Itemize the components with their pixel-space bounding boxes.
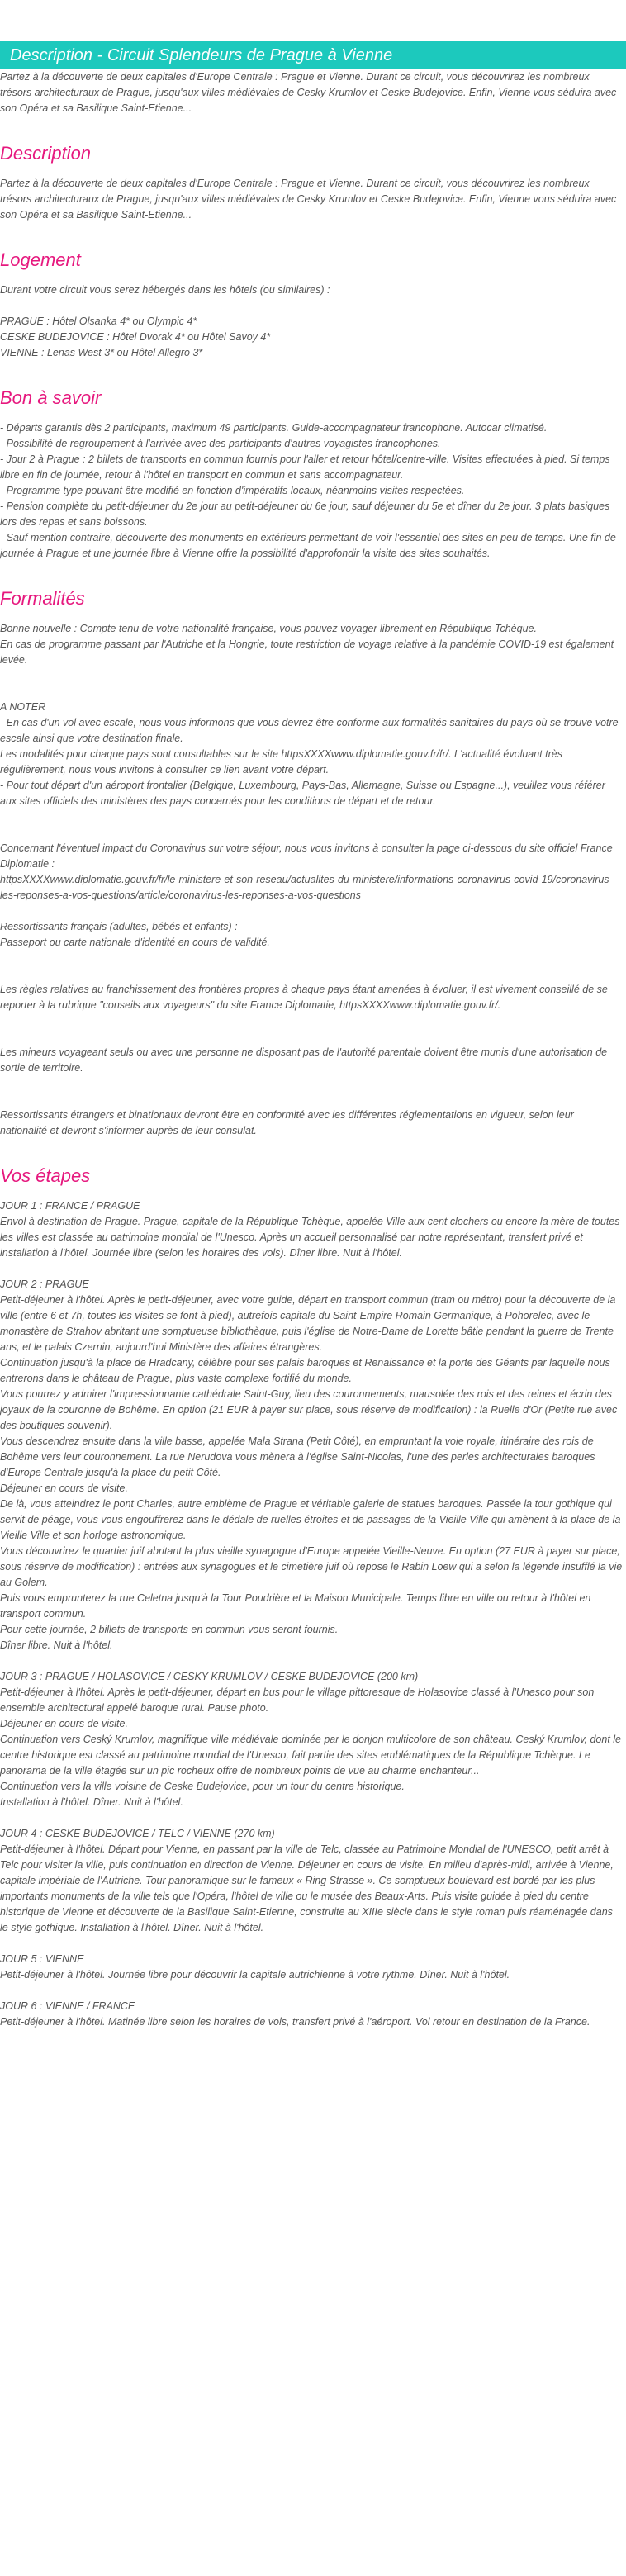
section-etapes (0, 1165, 623, 2030)
section-text-bon-a-savoir: - Départs garantis dès 2 participants, maximum 49 participants. Guide-accompagnateur francophone. Autocar climatisé. - Possibilité de regroupement à l'arrivée avec des participants d'autres voyagistes francophones. - Jour 2 à Prague : 2 billets de transports en commun fournis pour l'aller et retour hôtel/centre-ville. Visites effectuées à pied. Si temps libre en fin de journée, retour à l'hôtel en transport en commun et sans accompagnateur. - Programme type pouvant être modifié en fonction d'impératifs locaux, néanmoins visites respectées. - Pension complète du petit-déjeuner du 2e jour au petit-déjeuner du 6e jour, sauf déjeuner du 5e et dîner du 2e jour. 3 plats basiques lors des repas et sans boissons. - Sauf mention contraire, découverte des monuments en extérieurs permettant de voir l'essentiel des sites en peu de temps. Une fin de journée à Prague et une journée libre à Vienne offre la possibilité d'approfondir la visite des sites souhaités. (0, 422, 616, 559)
section-description (0, 143, 623, 223)
section-text-description: Partez à la découverte de deux capitales d'Europe Centrale : Prague et Vienne. Durant ce circuit, vous découvrirez les nombreux trésors architecturaux de Prague, jusqu'aux villes médiévales de Cesky Krumlov et Ceske Budejovice. Enfin, Vienne vous séduira avec son Opéra et sa Basilique Saint-Etienne... (0, 178, 619, 221)
section-heading-description: Description (0, 143, 92, 164)
section-logement (0, 249, 623, 361)
section-heading-formalites: Formalités (0, 588, 85, 609)
page (0, 41, 626, 2063)
intro-text: Partez à la découverte de deux capitales d'Europe Centrale : Prague et Vienne. Durant ce circuit, vous découvrirez les nombreux trésors architecturaux de Prague, jusqu'aux villes médiévales de Cesky Krumlov et Ceske Budejovice. Enfin, Vienne vous séduira avec son Opéra et sa Basilique Saint-Etienne... (0, 71, 619, 114)
section-text-formalites: Bonne nouvelle : Compte tenu de votre nationalité française, vous pouvez voyager librement en République Tchèque. En cas de programme passant par l'Autriche et la Hongrie, toute restriction de voyage relative à la pandémie COVID-19 est également levée. A NOTER - En cas d'un vol avec escale, nous vous informons que vous devrez être conforme aux formalités sanitaires du pays où se trouve votre escale ainsi que votre destination finale. Les modalités pour chaque pays sont consultables sur le site httpsXXXXwww.diplomatie.gouv.fr/fr/. L'actualité évoluant très régulièrement, nous vous invitons à consulter ce lien avant votre départ. - Pour tout départ d'un aéroport frontalier (Belgique, Luxembourg, Pays-Bas, Allemagne, Suisse ou Espagne...), veuillez vous référer aux sites officiels des ministères des pays concernés pour les conditions de départ et de retour. Concernant l'éventuel impact du Coronavirus sur votre séjour, nous vous invitons à consulter la page ci-dessous du site officiel France Diplomatie : httpsXXXXwww.diplomatie.gouv.fr/fr/le-ministere-et-son-reseau/actualites-du-ministere/informations-coronavirus-covid-19/coronavirus-les-reponses-a-vos-questions/article/coronavirus-les-reponses-a-vos-questions Ressortissants français (adultes, bébés et enfants) : Passeport ou carte nationale d'identité en cours de validité. Les règles relatives au franchissement des frontières propres à chaque pays étant amenées à évoluer, il est vivement conseillé de se reporter à la rubrique "conseils aux voyageurs" du site France Diplomatie, httpsXXXXwww.diplomatie.gouv.fr/. Les mineurs voyageant seuls ou avec une personne ne disposant pas de l'autorité parentale doivent être munis d'une autorisation de sortie de territoire. Ressortissants étrangers et binationaux devront être en conformité avec les différentes réglementations en vigueur, selon leur nationalité et devront s'informer auprès de leur consulat. (0, 623, 619, 1136)
section-text-etapes: JOUR 1 : FRANCE / PRAGUE Envol à destination de Prague. Prague, capitale de la République Tchèque, appelée Ville aux cent clochers ou encore la mère de toutes les villes est classée au patrimoine mondial de l'Unesco. Après un accueil personnalisé par notre représentant, transfert privé et installation à l'hôtel. Journée libre (selon les horaires des vols). Dîner libre. Nuit à l'hôtel. JOUR 2 : PRAGUE Petit-déjeuner à l'hôtel. Après le petit-déjeuner, avec votre guide, départ en transport commun (tram ou métro) pour la découverte de la ville (entre 6 et 7h, toutes les visites se font à pied), autrefois capitale du Saint-Empire Romain Germanique, à Pohorelec, avec le monastère de Strahov abritant une somptueuse bibliothèque, puis l'église de Notre-Dame de Lorette bâtie pendant la guerre de Trente ans, et le palais Czernin, aujourd'hui Ministère des affaires étrangères. Continuation jusqu'à la place de Hradcany, célèbre pour ses palais baroques et Renaissance et la porte des Géants par laquelle nous entrerons dans le château de Prague, plus vaste complexe fortifié du monde. Vous pourrez y admirer l'impressionnante cathédrale Saint-Guy, lieu des couronnements, mausolée des rois et des reines et écrin des joyaux de la couronne de Bohême. En option (21 EUR à payer sur place, sous réserve de modification) : la Ruelle d'Or (Petite rue avec des boutiques souvenir). Vous descendrez ensuite dans la ville basse, appelée Mala Strana (Petit Côté), en empruntant la voie royale, itinéraire des rois de Bohême vers leur couronnement. La rue Nerudova vous mènera à l'église Saint-Nicolas, l'une des perles architecturales baroques d'Europe Centrale jusqu'à la place du petit Côté. Déjeuner en cours de visite. De là, vous atteindrez le pont Charles, autre emblème de Prague et véritable galerie de statues baroques. Passée la tour gothique qui servit de péage, vous vous engouffrerez dans le dédale de ruelles étroites et de passages de la Vieille Ville qui amènent à la place de la Vieille Ville et son horloge astronomique. Vous découvrirez le quartier juif abritant la plus vieille synagogue d'Europe appelée Vieille-Neuve. En option (27 EUR à payer sur place, sous réserve de modification) : entrées aux synagogues et le cimetière juif où repose le Rabin Loew qui a selon la légende insufflé la vie au Golem. Puis vous emprunterez la rue Celetna jusqu'à la Tour Poudrière et la Maison Municipale. Temps libre en ville ou retour à l'hôtel en transport commun. Pour cette journée, 2 billets de transports en commun vous seront fournis. Dîner libre. Nuit à l'hôtel. JOUR 3 : PRAGUE / HOLASOVICE / CESKY KRUMLOV / CESKE BUDEJOVICE (200 km) Petit-déjeuner à l'hôtel. Après le petit-déjeuner, départ en bus pour le village pittoresque de Holasovice classé à l'Unesco pour son ensemble architectural appelé baroque rural. Pause photo. Déjeuner en cours de visite. Continuation vers Ceský Krumlov, magnifique ville médiévale dominée par le donjon multicolore de son château. Ceský Krumlov, dont le centre historique est classé au patrimoine mondial de l'Unesco, fait partie des sites emblématiques de la République Tchèque. Le panorama de la ville étagée sur un pic rocheux offre de nombreux points de vue au charme enchanteur... Continuation vers la ville voisine de Ceske Budejovice, pour un tour du centre historique. Installation à l'hôtel. Dîner. Nuit à l'hôtel. JOUR 4 : CESKE BUDEJOVICE / TELC / VIENNE (270 km) Petit-déjeuner à l'hôtel. Départ pour Vienne, en passant par la ville de Telc, classée au Patrimoine Mondial de l'UNESCO, petit arrêt à Telc pour visiter la ville, puis continuation en direction de Vienne. Déjeuner en cours de visite. En milieu d'après-midi, arrivée à Vienne, capitale impériale de l'Autriche. Tour panoramique sur le fameux « Ring Strasse ». Ce somptueux boulevard est bordé par les plus importants monuments de la ville tels que l'Opéra, l'hôtel de ville ou le musée des Beaux-Arts. Puis visite guidée à pied du centre historique de Vienne et découverte de la Basilique Saint-Etienne, construite au XIIIe siècle dans le style roman puis réaménagée dans le style gothique. Installation à l'hôtel. Dîner. Nuit à l'hôtel. JOUR 5 : VIENNE Petit-déjeuner à l'hôtel. Journée libre pour découvrir la capitale autrichienne à votre rythme. Dîner. Nuit à l'hôtel. JOUR 6 : VIENNE / FRANCE Petit-déjeuner à l'hôtel. Matinée libre selon les horaires de vols, transfert privé à l'aéroport. Vol retour en destination de la France. (0, 1200, 623, 2028)
section-heading-bon-a-savoir: Bon à savoir (0, 387, 102, 408)
section-text-logement: Durant votre circuit vous serez hébergés dans les hôtels (ou similaires) : PRAGUE : Hôtel Olsanka 4* ou Olympic 4* CESKE BUDEJOVICE : Hôtel Dvorak 4* ou Hôtel Savoy 4* VIENNE : Lenas West 3* ou Hôtel Allegro 3* (0, 284, 330, 358)
main-content (0, 69, 626, 2030)
page-title: Description - Circuit Splendeurs de Prague à Vienne (0, 41, 626, 69)
section-formalites (0, 588, 623, 1139)
section-bon-a-savoir (0, 387, 623, 562)
section-heading-etapes: Vos étapes (0, 1165, 91, 1186)
section-heading-logement: Logement (0, 249, 81, 270)
